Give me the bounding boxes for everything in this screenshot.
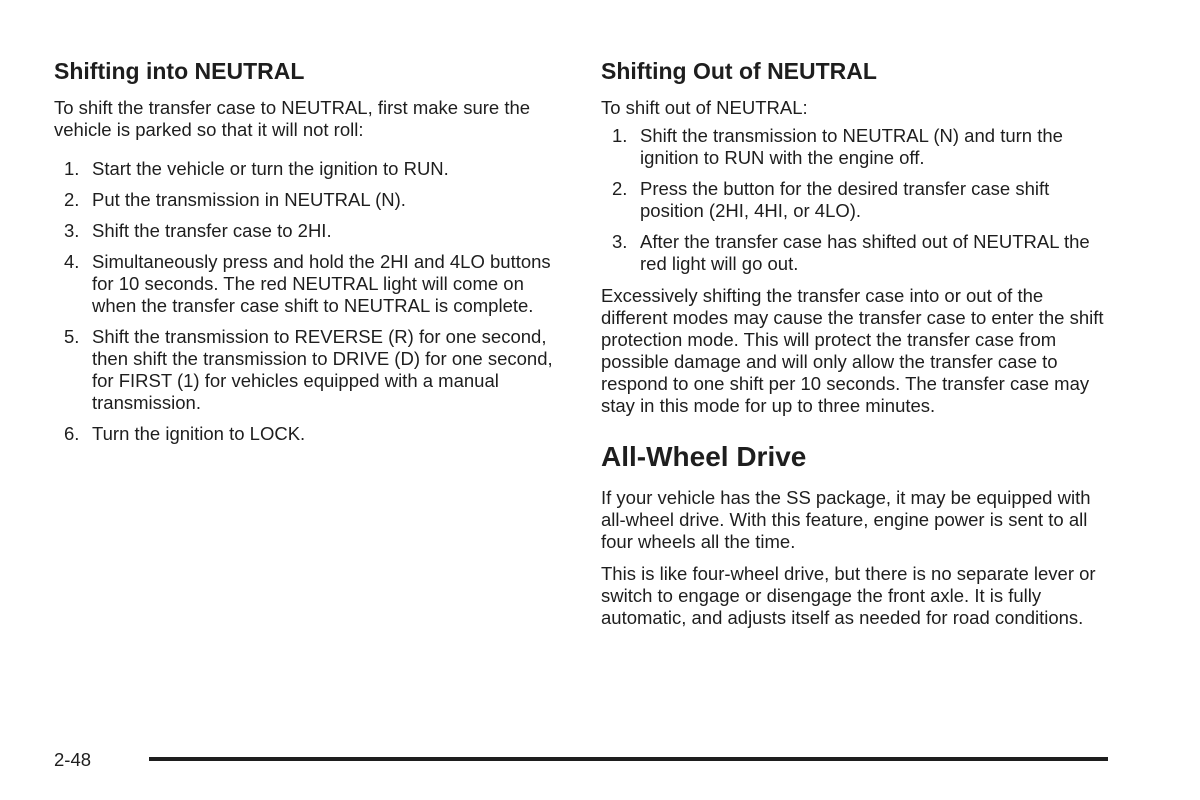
all-wheel-drive-heading: All-Wheel Drive bbox=[601, 441, 807, 472]
footer-rule bbox=[149, 757, 1108, 761]
step-text: Start the vehicle or turn the ignition to RUN. bbox=[92, 158, 449, 179]
step-text: Press the button for the desired transfer case shift position (2HI, 4HI, or 4LO). bbox=[640, 178, 1050, 221]
shifting-into-neutral-steps bbox=[54, 158, 564, 445]
step-number: 2. bbox=[64, 189, 80, 210]
list-item bbox=[601, 125, 1111, 169]
step-text: Put the transmission in NEUTRAL (N). bbox=[92, 189, 406, 210]
list-item bbox=[54, 189, 564, 211]
step-number: 2. bbox=[612, 178, 628, 199]
list-item bbox=[54, 220, 564, 242]
step-number: 4. bbox=[64, 251, 80, 272]
step-text: After the transfer case has shifted out of NEUTRAL the red light will go out. bbox=[640, 231, 1090, 274]
shift-protection-note: Excessively shifting the transfer case into or out of the different modes may cause the transfer case to enter the shift protection mode. This will protect the transfer case from possible damage and will only allow the transfer case to respond to one shift per 10 seconds. The transfer case may stay in this mode for up to three minutes. bbox=[601, 285, 1104, 416]
shifting-into-neutral-intro: To shift the transfer case to NEUTRAL, first make sure the vehicle is parked so that it will not roll: bbox=[54, 97, 531, 140]
list-item bbox=[601, 231, 1111, 275]
step-text: Shift the transfer case to 2HI. bbox=[92, 220, 332, 241]
step-text: Simultaneously press and hold the 2HI and 4LO buttons for 10 seconds. The red NEUTRAL light will come on when the transfer case shift to NEUTRAL is complete. bbox=[92, 251, 551, 316]
list-item bbox=[54, 423, 564, 445]
shifting-out-of-neutral-intro: To shift out of NEUTRAL: bbox=[601, 97, 808, 118]
step-number: 3. bbox=[64, 220, 80, 241]
awd-paragraph-2: This is like four-wheel drive, but there is no separate lever or switch to engage or disengage the front axle. It is fully automatic, and adjusts itself as needed for road conditions. bbox=[601, 563, 1096, 628]
step-number: 6. bbox=[64, 423, 80, 444]
left-column bbox=[54, 55, 564, 455]
step-text: Shift the transmission to NEUTRAL (N) and turn the ignition to RUN with the engine off. bbox=[640, 125, 1063, 168]
step-number: 5. bbox=[64, 326, 80, 347]
shifting-out-of-neutral-steps bbox=[601, 125, 1111, 275]
list-item bbox=[54, 251, 564, 317]
step-text: Shift the transmission to REVERSE (R) for one second, then shift the transmission to DRIVE (D) for one second, for FIRST (1) for vehicles equipped with a manual transmission. bbox=[92, 326, 553, 413]
right-column bbox=[601, 55, 1111, 639]
step-number: 1. bbox=[64, 158, 80, 179]
awd-paragraph-1: If your vehicle has the SS package, it may be equipped with all-wheel drive. With this feature, engine power is sent to all four wheels all the time. bbox=[601, 487, 1091, 552]
list-item bbox=[54, 158, 564, 180]
list-item bbox=[54, 326, 564, 414]
step-number: 1. bbox=[612, 125, 628, 146]
page-number: 2-48 bbox=[54, 749, 92, 770]
shifting-out-of-neutral-heading: Shifting Out of NEUTRAL bbox=[601, 58, 877, 84]
list-item bbox=[601, 178, 1111, 222]
shifting-into-neutral-heading: Shifting into NEUTRAL bbox=[54, 58, 305, 84]
step-text: Turn the ignition to LOCK. bbox=[92, 423, 306, 444]
step-number: 3. bbox=[612, 231, 628, 252]
page-footer bbox=[54, 748, 1108, 772]
